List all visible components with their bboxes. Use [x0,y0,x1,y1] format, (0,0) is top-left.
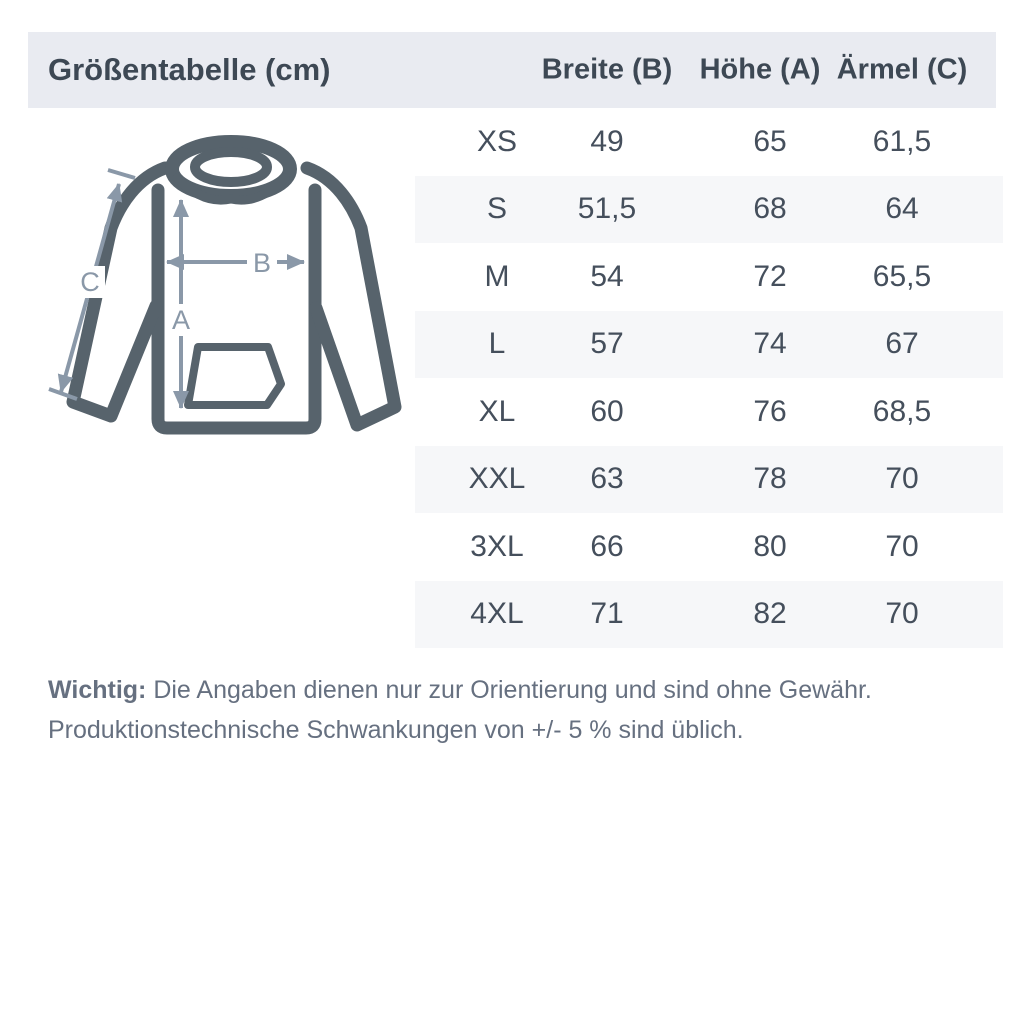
breite-cell: 54 [590,259,624,293]
hoodie-hood-inner [195,152,267,182]
table-row-3xl [415,513,1003,581]
hoodie-outline [73,142,395,428]
hoehe-cell: 68 [753,192,787,226]
hoehe-cell: 78 [753,462,787,496]
aermel-cell: 70 [885,529,919,563]
hoodie-measurement-diagram [25,120,425,460]
size-table [415,108,1003,648]
hoehe-cell: 65 [753,124,787,158]
column-header-aermel: Ärmel (C) [836,53,968,86]
aermel-cell: 61,5 [872,124,932,158]
breite-cell: 71 [590,597,624,631]
breite-cell: 51,5 [577,192,637,226]
hoehe-cell: 76 [753,394,787,428]
hoodie-pocket [188,347,281,405]
aermel-cell: 68,5 [872,394,932,428]
size-cell: XL [478,394,516,428]
hoehe-cell: 80 [753,529,787,563]
breite-cell: 66 [590,529,624,563]
column-header-hoehe: Höhe (A) [699,53,821,86]
size-cell: 4XL [470,597,524,631]
page-title: Größentabelle (cm) [48,52,331,87]
size-cell: XXL [468,462,526,496]
size-cell: 3XL [470,529,524,563]
dimension-label-c: C [80,267,100,297]
dimension-label-a: A [171,305,191,335]
table-row-xl [415,378,1003,446]
table-row-4xl [415,581,1003,649]
aermel-cell: 70 [885,462,919,496]
table-row-xxl [415,446,1003,514]
breite-cell: 63 [590,462,624,496]
table-header-bar [28,32,996,108]
hoehe-cell: 74 [753,327,787,361]
dimension-label-b: B [252,248,272,278]
disclaimer-note [48,670,978,750]
table-row-m [415,243,1003,311]
size-cell: L [488,327,506,361]
dimension-tick-c-top [108,170,135,178]
aermel-cell: 65,5 [872,259,932,293]
disclaimer-line-2 [48,710,978,750]
size-cell: XS [476,124,518,158]
hoehe-cell: 82 [753,597,787,631]
aermel-cell: 64 [885,192,919,226]
size-cell: S [486,192,508,226]
table-row-l [415,311,1003,379]
aermel-cell: 70 [885,597,919,631]
breite-cell: 57 [590,327,624,361]
breite-cell: 49 [590,124,624,158]
hoehe-cell: 72 [753,259,787,293]
column-header-breite: Breite (B) [541,53,673,86]
disclaimer-line-1 [48,670,978,710]
table-row-s [415,176,1003,244]
disclaimer-text-2: Produktionstechnische Schwankungen von +/- 5 % sind üblich. [48,716,744,744]
aermel-cell: 67 [885,327,919,361]
breite-cell: 60 [590,394,624,428]
disclaimer-text-1: Die Angaben dienen nur zur Orientierung und sind ohne Gewähr. [146,676,872,704]
disclaimer-important-label: Wichtig: [48,676,147,704]
size-cell: M [484,259,510,293]
table-row-xs [415,108,1003,176]
